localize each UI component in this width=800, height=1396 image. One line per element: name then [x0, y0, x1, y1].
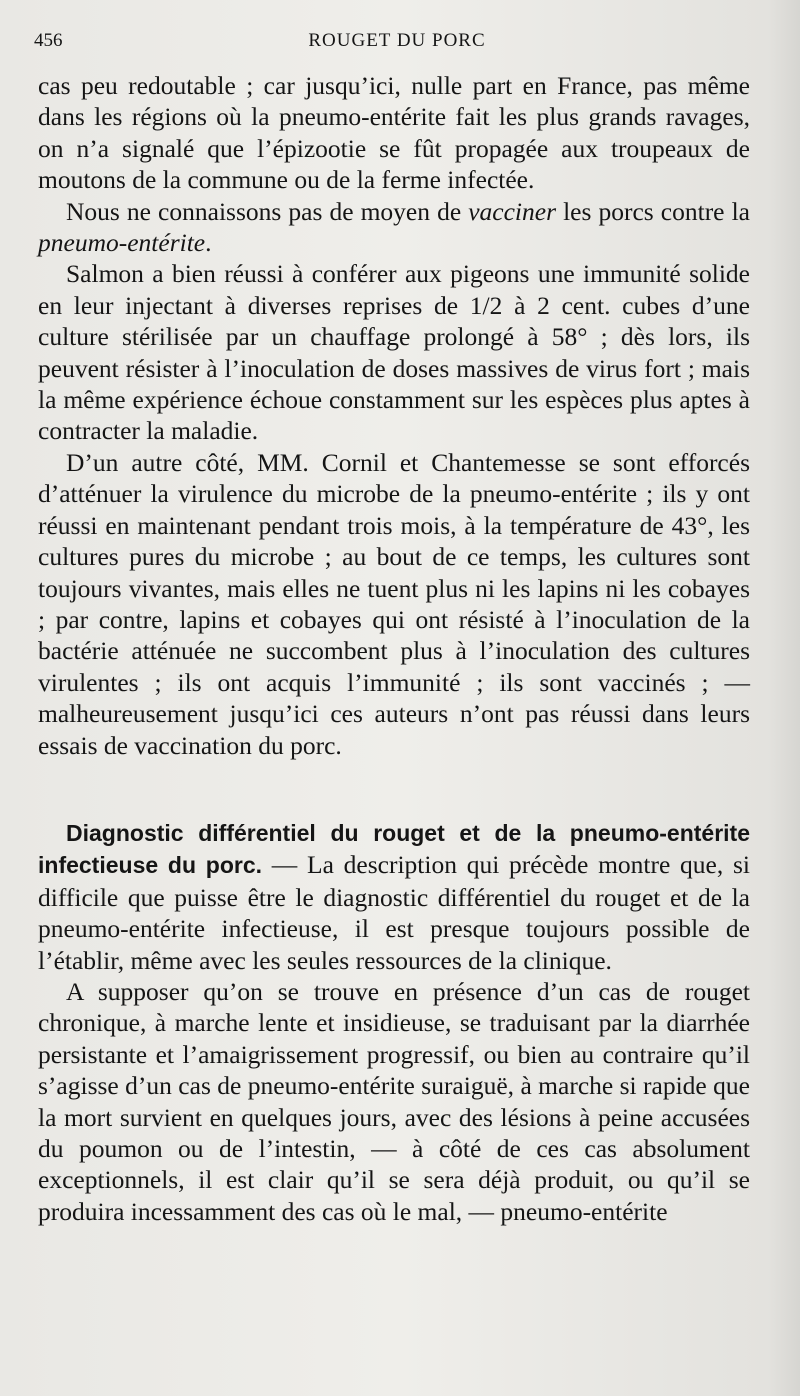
page-number: 456: [34, 30, 63, 51]
paragraph-continuation: cas peu redoutable ; car jusqu’ici, nulle part en France, pas même dans les régions où la pneumo-entérite fait les plus grands ravages, on n’a signalé que l’épizootie se fût propagée aux troupeaux de moutons de la commune ou de la ferme infectée.: [38, 71, 750, 195]
section-diagnostic: [38, 817, 750, 976]
italic-term: vacciner: [468, 196, 556, 226]
paragraph-salmon: Salmon a bien réussi à conférer aux pigeons une immunité solide en leur injectant à diverses reprises de 1/2 à 2 cent. cubes d’une culture stérilisée par un chauffage prolongé à 58° ; dès lors, ils peuvent résister à l’inoculation de doses massives de virus fort ; mais la même expérience échoue constamment sur les espèces plus aptes à contracter la maladie.: [38, 259, 750, 446]
italic-term: pneumo-entérite: [38, 228, 206, 258]
page-header: [34, 28, 760, 58]
page-body: [38, 70, 750, 1227]
section-heading: Diagnostic différentiel du rouget et de la pneumo-entérite infectieuse du porc.: [38, 819, 750, 879]
paragraph-final: A supposer qu’on se trouve en présence d’un cas de rouget chronique, à marche lente et insidieuse, se traduisant par la diarrhée persistante et l’amaigrissement progressif, ou bien au contraire qu’il s’agisse d’un cas de pneumo-entérite suraiguë, à marche si rapide que la mort survient en quelques jours, avec des lésions à peine accusées du poumon ou de l’intestin, — à côté de ces cas absolument exceptionnels, il est clair qu’il se sera déjà produit, ou qu’il se produira incessamment des cas où le mal, — pneumo-entérite: [38, 976, 750, 1226]
paragraph-cornil: D’un autre côté, MM. Cornil et Chantemesse se sont efforcés d’atténuer la virulence du microbe de la pneumo-entérite ; ils y ont réussi en maintenant pendant trois mois, à la température de 43°, les cultures pures du microbe ; au bout de ce temps, les cultures sont toujours vivantes, mais elles ne tuent plus ni les lapins ni les cobayes ; par contre, lapins et cobayes qui ont résisté à l’inoculation de la bactérie atténuée ne succombent plus à l’inoculation des cultures virulentes ; ils ont acquis l’immunité ; ils sont vaccinés ; — malheureusement jusqu’ici ces auteurs n’ont pas réussi dans leurs essais de vaccination du porc.: [38, 447, 750, 760]
section-spacer: [38, 761, 750, 817]
running-title: ROUGET DU PORC: [308, 30, 486, 51]
paragraph-vaccinate: Nous ne connaissons pas de moyen de vacciner les porcs contre la pneumo-entérite.: [38, 196, 750, 258]
section-text: — La description qui précède montre que, si difficile que puisse être le diagnostic différentiel du rouget et de la pneumo-entérite infectieuse, il est presque toujours possible de l’établir, même avec les seules ressources de la clinique.: [38, 850, 750, 975]
